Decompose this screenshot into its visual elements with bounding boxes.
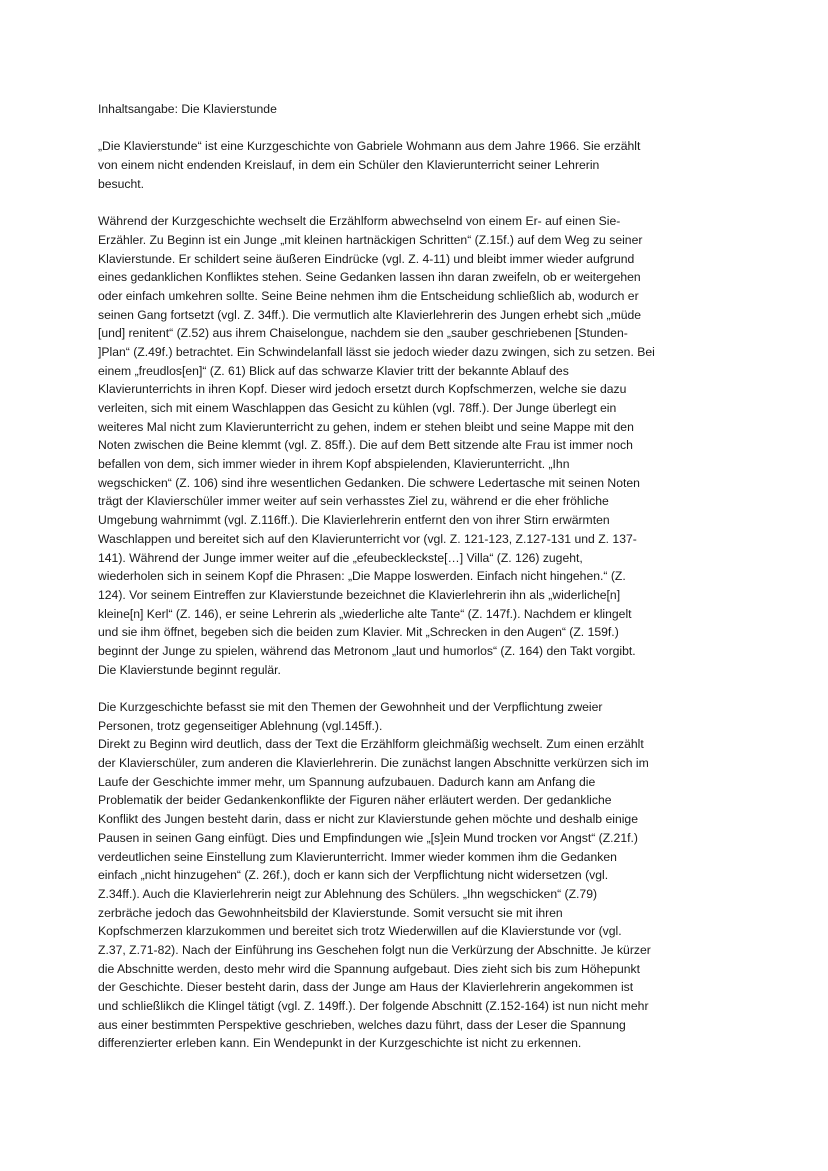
text-line: Problematik der beider Gedankenkonflikte der Figuren näher erläutert werden. Der gedankliche — [98, 793, 612, 808]
text-line: Z.34ff.). Auch die Klavierlehrerin neigt zur Ablehnung des Schülers. „Ihn wegschicken“ (Z.79) — [98, 886, 598, 901]
blank-line — [98, 119, 798, 138]
blank-line — [98, 193, 798, 212]
text-line: Personen, trotz gegenseitiger Ablehnung (vgl.145ff.). — [98, 718, 383, 733]
text-line: besucht. — [98, 176, 145, 191]
text-line: Erzähler. Zu Beginn ist ein Junge „mit kleinen hartnäckigen Schritten“ (Z.15f.) auf dem Weg zu seiner — [98, 232, 643, 247]
text-line: Noten zwischen die Beine klemmt (vgl. Z. 85ff.). Die auf dem Bett sitzende alte Frau ist immer noch — [98, 438, 633, 453]
text-line: 141). Während der Junge immer weiter auf die „efeubeckleckste[…] Villa“ (Z. 126) zugeht, — [98, 550, 583, 565]
text-line: Klavierunterrichts in ihren Kopf. Dieser wird jedoch ersetzt durch Kopfschmerzen, welche sie dazu — [98, 382, 627, 397]
text-line: die Abschnitte werden, desto mehr wird die Spannung aufgebaut. Dies zieht sich bis zum Höhepunkt — [98, 961, 640, 976]
text-line: Die Kurzgeschichte befasst sie mit den Themen der Gewohnheit und der Verpflichtung zweier — [98, 700, 603, 714]
text-line: beginnt der Junge zu spielen, während das Metronom „laut und humorlos“ (Z. 164) den Takt vorgibt. — [98, 643, 636, 658]
text-line: Konflikt des Jungen besteht darin, dass er nicht zur Klavierstunde gehen möchte und deshalb einige — [98, 812, 638, 827]
text-line: zerbräche jedoch das Gewohnheitsbild der Klavierstunde. Somit versucht sie mit ihren — [98, 905, 563, 920]
text-line: oder einfach umkehren sollte. Seine Beine nehmen ihm die Entscheidung schließlich ab, wodurch er — [98, 288, 639, 303]
text-line: verleiten, sich mit einem Waschlappen das Gesicht zu kühlen (vgl. 78ff.). Der Junge überlegt ein — [98, 401, 617, 415]
text-line: 124). Vor seinem Eintreffen zur Klavierstunde bezeichnet die Klavierlehrerin ihn als „widerliche[n] — [98, 587, 621, 602]
text-line: Klavierstunde. Er schildert seine äußeren Eindrücke (vgl. Z. 4-11) und bleibt immer wieder aufgrund — [98, 251, 635, 266]
text-line: differenzierter erleben kann. Ein Wendepunkt in der Kurzgeschichte ist nicht zu erkennen. — [98, 1036, 582, 1051]
text-line: seinen Gang fortsetzt (vgl. Z. 34ff.). Die vermutlich alte Klavierlehrerin des Jungen erhebt sich „müde — [98, 307, 642, 322]
text-line: der Klavierschüler, zum anderen die Klavierlehrerin. Die zunächst langen Abschnitte verkürzen sich im — [98, 756, 649, 771]
text-line: aus einer bestimmten Perspektive geschrieben, welches dazu führt, dass der Leser die Spannung — [98, 1017, 626, 1032]
text-line: und sie ihm öffnet, begeben sich die beiden zum Klavier. Mit „Schrecken in den Augen“ (Z. 159f.) — [98, 625, 619, 640]
text-line: kleine[n] Kerl“ (Z. 146), er seine Lehrerin als „wiederliche alte Tante“ (Z. 147f.). Nachdem er klingelt — [98, 606, 632, 621]
text-line: Direkt zu Beginn wird deutlich, dass der Text die Erzählform gleichmäßig wechselt. Zum einen erzählt — [98, 737, 644, 752]
paragraph — [98, 698, 798, 1053]
text-line: Die Klavierstunde beginnt regulär. — [98, 662, 281, 677]
text-line: der Geschichte. Dieser besteht darin, dass der Junge am Haus der Klavierlehrerin angekommen ist — [98, 980, 634, 995]
text-line: Kopfschmerzen klarzukommen und bereitet sich trotz Wiederwillen auf die Klavierstunde vor (vgl. — [98, 924, 622, 939]
text-line: einfach „nicht hinzugehen“ (Z. 26f.), doch er kann sich der Verpflichtung nicht widersetzen (vgl. — [98, 868, 609, 883]
text-line: einem „freudlos[en]“ (Z. 61) Blick auf das schwarze Klavier tritt der bekannte Ablauf des — [98, 363, 569, 378]
text-line: Z.37, Z.71-82). Nach der Einführung ins Geschehen folgt nun die Verkürzung der Abschnitte. Je kürzer — [98, 942, 651, 957]
text-line: und schließlikch die Klingel tätigt (vgl. Z. 149ff.). Der folgende Abschnitt (Z.152-164) ist nun nicht mehr — [98, 999, 649, 1013]
text-line: Laufe der Geschichte immer mehr, um Spannung aufzubauen. Dadurch kann am Anfang die — [98, 774, 596, 789]
text-line: wiederholen sich in seinem Kopf die Phrasen: „Die Mappe loswerden. Einfach nicht hingehen.“ (Z. — [98, 569, 626, 584]
text-line: verdeutlichen seine Einstellung zum Klavierunterricht. Immer wieder kommen ihm die Gedanken — [98, 849, 617, 864]
text-line: Umgebung wahrnimmt (vgl. Z.116ff.). Die Klavierlehrerin entfernt den von ihrer Stirn erwärmten — [98, 513, 610, 528]
blank-line — [98, 679, 798, 698]
text-line: eines gedanklichen Konfliktes stehen. Seine Gedanken lassen ihn daran zweifeln, ob er weitergehen — [98, 270, 641, 285]
text-line: wegschicken“ (Z. 106) sind ihre wesentlichen Gedanken. Die schwere Ledertasche mit seinen Noten — [98, 475, 640, 490]
paragraph — [98, 212, 798, 679]
document-page — [98, 100, 798, 1053]
text-line: trägt der Klavierschüler immer weiter auf sein verhasstes Ziel zu, während er die eher fröhliche — [98, 494, 609, 509]
text-line: [und] renitent“ (Z.52) aus ihrem Chaiselongue, nachdem sie den „sauber geschriebenen [Stunden- — [98, 326, 628, 341]
text-line: von einem nicht endenden Kreislauf, in dem ein Schüler den Klavierunterricht seiner Lehrerin — [98, 158, 600, 173]
text-line: Während der Kurzgeschichte wechselt die Erzählform abwechselnd von einem Er- auf einen Sie- — [98, 214, 621, 229]
paragraph — [98, 137, 798, 193]
text-line: befallen von dem, sich immer wieder in ihrem Kopf abspielenden, Klavierunterricht. „Ihn — [98, 457, 570, 472]
text-line: Waschlappen und bereitet sich auf den Klavierunterricht vor (vgl. Z. 121-123, Z.127-131 und Z. 137- — [98, 531, 637, 546]
text-line: Pausen in seinen Gang einfügt. Dies und Empfindungen wie „[s]ein Mund trocken vor Angst“ (Z.21f.) — [98, 830, 638, 845]
text-line: weiteres Mal nicht zum Klavierunterricht zu gehen, indem er stehen bleibt und seine Mappe mit den — [98, 419, 634, 434]
text-line: ]Plan“ (Z.49f.) betrachtet. Ein Schwindelanfall lässt sie jedoch wieder dazu zwingen, sich zu setzen. Bei — [98, 344, 655, 359]
document-title: Inhaltsangabe: Die Klavierstunde — [98, 102, 277, 116]
text-line: „Die Klavierstunde“ ist eine Kurzgeschichte von Gabriele Wohmann aus dem Jahre 1966. Sie erzählt — [98, 139, 641, 154]
document-body — [98, 137, 798, 1053]
